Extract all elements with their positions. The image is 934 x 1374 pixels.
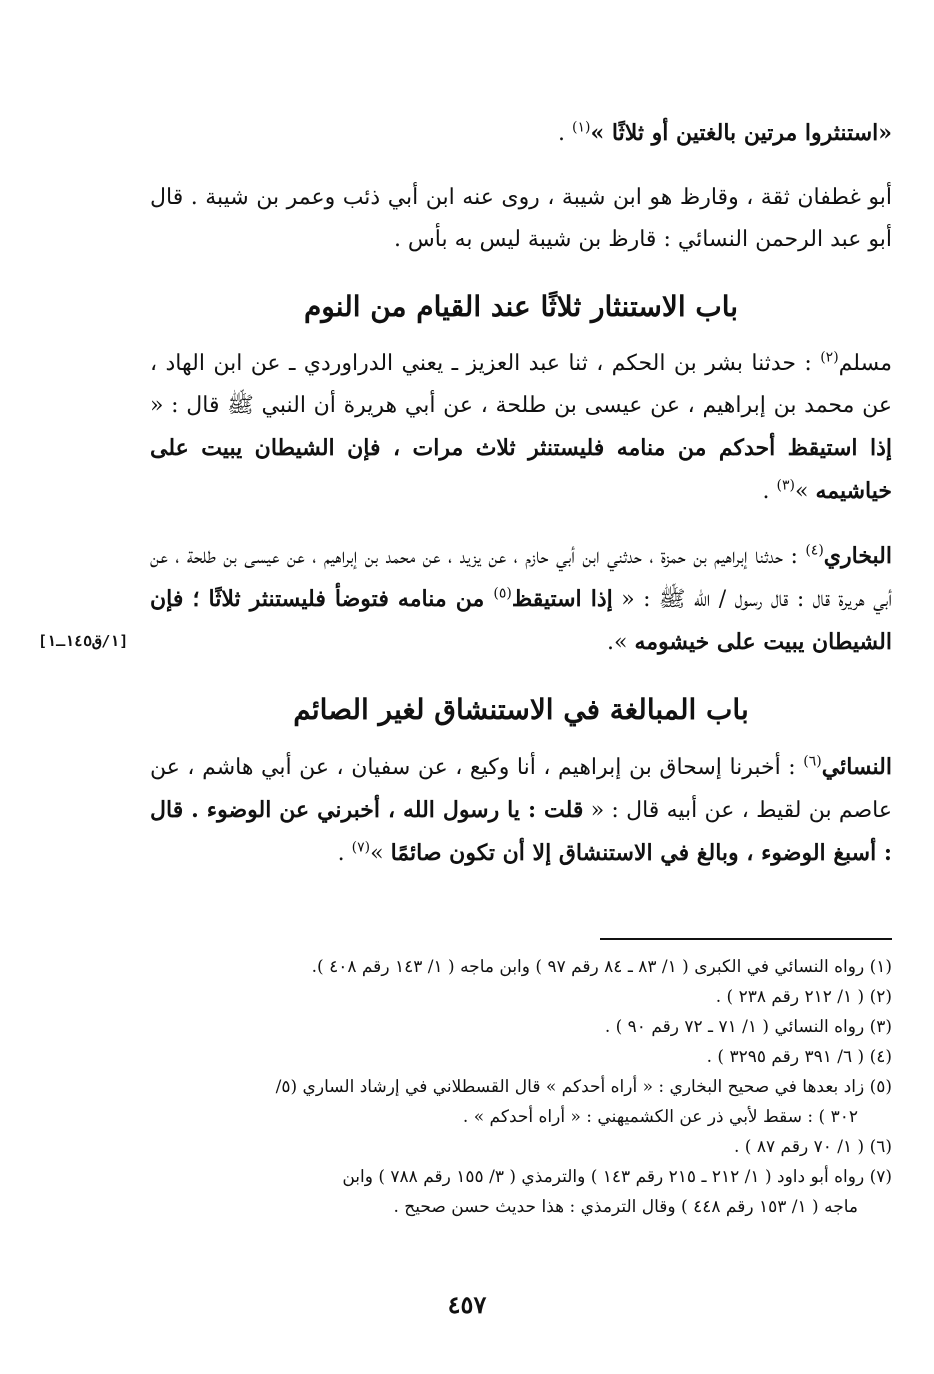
footnote-7 [150, 1162, 892, 1222]
footnote-6 [150, 1132, 892, 1162]
isnad-nasai: : أخبرنا إسحاق بن إبراهيم ، أنا وكيع ، عن سفيان ، عن أبي هاشم ، عن عاصم بن لقيط ، عن أبيه قال : « [150, 755, 892, 823]
hadith-nasai-tail: . [337, 841, 352, 866]
hadith-nasai [150, 746, 892, 875]
footnote-2 [150, 982, 892, 1012]
isnad-muslim: : حدثنا بشر بن الحكم ، ثنا عبد العزيز ـ يعني الدراوردي ـ عن ابن الهاد ، عن محمد بن إبراهيم ، عن عيسى بن طلحة ، عن أبي هريرة أن النبي ﷺ قال : « [150, 351, 892, 418]
hadith-muslim [150, 343, 892, 513]
footnote-number: (٥) [869, 1077, 892, 1097]
matn-muslim: إذا استيقظ أحدكم من منامه فليستنثر ثلاث مرات ، فإن الشيطان يبيت على خياشيمه [150, 435, 892, 504]
footnote-text: ( ١/ ٧٠ رقم ٨٧ ) . [734, 1137, 870, 1157]
close-quote-nasai: » [370, 841, 391, 866]
source-bukhari: البخاري [823, 543, 892, 569]
intro-matn: «استنثروا مرتين بالغتين أو ثلاثًا » [590, 120, 892, 146]
intro-tail: . [557, 121, 572, 146]
hadith-bukhari [150, 535, 892, 664]
close-quote: » [795, 479, 816, 504]
narrator-note: أبو غطفان ثقة ، وقارظ هو ابن شيبة ، روى عنه ابن أبي ذئب وعمر بن شيبة . قال أبو عبد الرحمن النسائي : قارظ بن شيبة ليس به بأس . [150, 185, 892, 252]
footnote-ref-2[interactable]: (٢) [820, 349, 839, 366]
section-heading-istinthar: باب الاستنثار ثلاثًا عند القيام من النوم [303, 290, 739, 323]
main-text [150, 112, 892, 897]
footnote-ref-3[interactable]: (٣) [776, 477, 796, 494]
source-nasai: النسائي [821, 754, 892, 780]
footnote-number: (١) [869, 957, 892, 977]
page-number: ٤٥٧ [447, 1290, 487, 1319]
footnote-text: رواه النسائي في الكبرى ( ١/ ٨٣ ـ ٨٤ رقم ٩٧ ) وابن ماجه ( ١/ ١٤٣ رقم ٤٠٨ ). [311, 957, 870, 977]
footnote-4 [150, 1042, 892, 1072]
footnote-number: (٢) [869, 987, 892, 1007]
footnote-number: (٦) [869, 1137, 892, 1157]
section-heading-istinshaq: باب المبالغة في الاستنشاق لغير الصائم [293, 693, 749, 726]
intro-line [150, 112, 892, 155]
source-muslim: مسلم [838, 351, 892, 376]
footnote-number: (٣) [869, 1017, 892, 1037]
footnote-divider [600, 938, 892, 940]
footnotes [150, 952, 892, 1222]
footnote-5 [150, 1072, 892, 1132]
matn-bukhari-b: من منامه فتوضأ فليستنثر ثلاثًا ؛ فإن الشيطان يبيت على خيشومه [150, 586, 892, 655]
footnote-continuation: ماجه ( ١/ ١٥٣ رقم ٤٤٨ ) وقال الترمذي : هذا حديث حسن صحيح . [393, 1197, 858, 1217]
hadith-bukhari-tail: ». [607, 630, 635, 655]
manuscript-margin-ref: [١/ق١٤٥ـ١] [38, 632, 129, 650]
footnote-number: (٧) [869, 1167, 892, 1187]
footnote-text: رواه أبو داود ( ١/ ٢١٢ ـ ٢١٥ رقم ١٤٣ ) والترمذي ( ٣/ ١٥٥ رقم ٧٨٨ ) وابن [342, 1167, 870, 1187]
hadith-muslim-tail: . [762, 479, 777, 504]
isnad-bukhari: : حدثنا إبراهيم بن حمزة ، حدثني ابن أبي حازم ، عن يزيد ، عن محمد بن إبراهيم ، عن عيسى بن طلحة ، عن أبي هريرة قال : قال رسول / الله ﷺ : « [150, 544, 892, 612]
footnote-number: (٤) [869, 1047, 892, 1067]
footnote-ref-6[interactable]: (٦) [803, 753, 822, 770]
footnote-text: رواه النسائي ( ١/ ٧١ ـ ٧٢ رقم ٩٠ ) . [604, 1017, 870, 1037]
footnote-ref-7[interactable]: (٧) [351, 839, 371, 856]
footnote-text: زاد بعدها في صحيح البخاري : « أراه أحدكم » قال القسطلاني في إرشاد الساري (٥/ [275, 1077, 870, 1097]
matn-bukhari-a: إذا استيقظ [511, 586, 613, 612]
footnote-continuation: ٣٠٢ ) : سقط لأبي ذر عن الكشميهني : « أراه أحدكم » . [462, 1107, 858, 1127]
footnote-3 [150, 1012, 892, 1042]
matn-nasai: قلت : يا رسول الله ، أخبرني عن الوضوء . قال : أسبغ الوضوء ، وبالغ في الاستنشاق إلا أن تكون صائمًا [150, 797, 892, 866]
footnote-1 [150, 952, 892, 982]
footnote-text: ( ٦/ ٣٩١ رقم ٣٢٩٥ ) . [706, 1047, 870, 1067]
footnote-ref-5[interactable]: (٥) [493, 585, 512, 602]
footnote-ref-4[interactable]: (٤) [805, 542, 824, 559]
footnote-text: ( ١/ ٢١٢ رقم ٢٣٨ ) . [715, 987, 870, 1007]
footnote-ref-1[interactable]: (١) [571, 119, 591, 136]
